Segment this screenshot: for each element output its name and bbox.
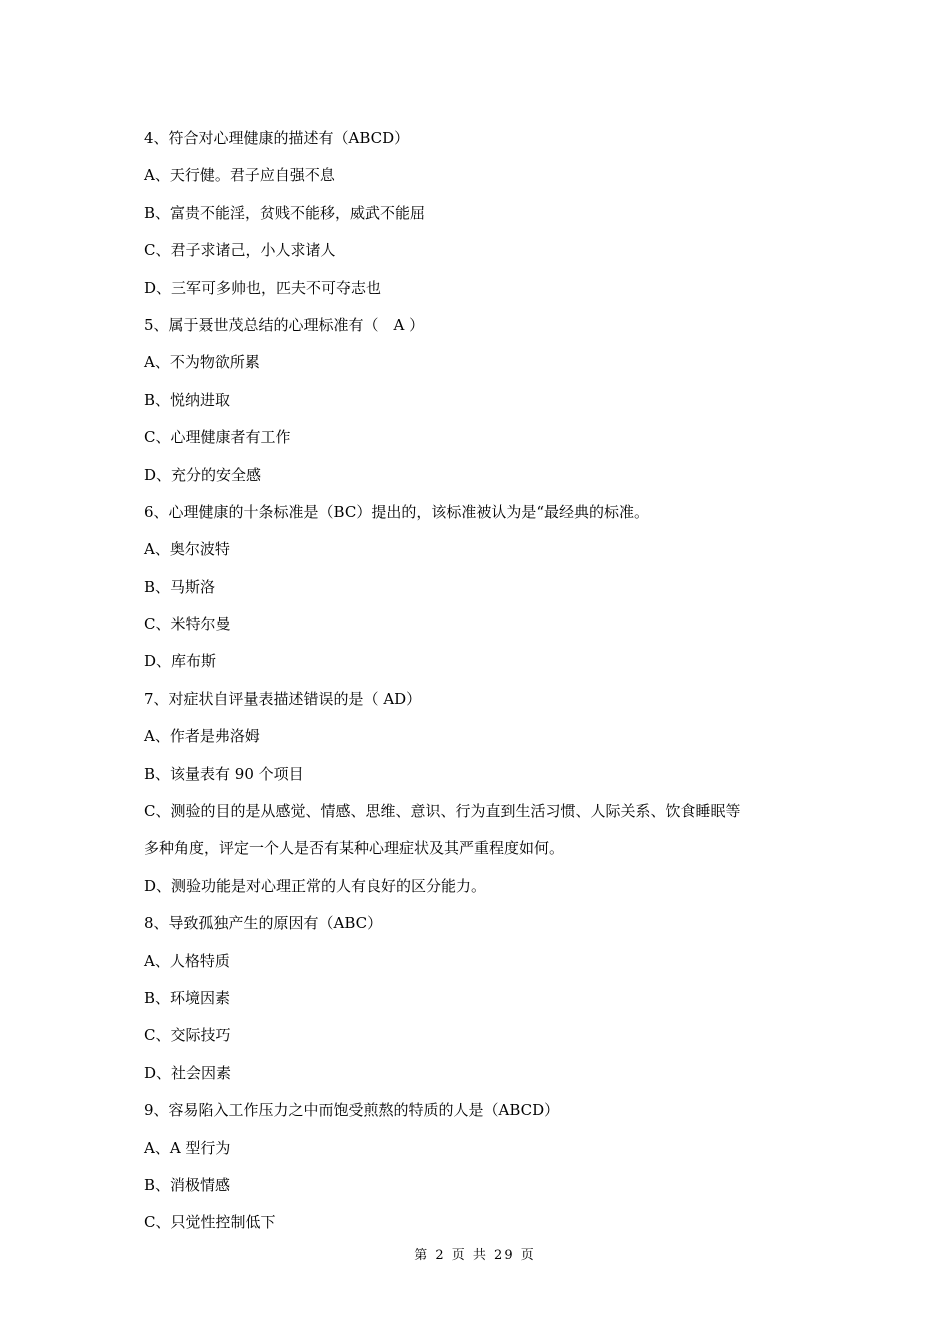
question-8-option-d: D、社会因素 bbox=[144, 1063, 232, 1082]
question-6-option-b: B、马斯洛 bbox=[144, 577, 216, 596]
question-8-option-b: B、环境因素 bbox=[144, 988, 231, 1007]
document-body bbox=[144, 120, 824, 1242]
question-5-option-c: C、心理健康者有工作 bbox=[144, 428, 291, 447]
question-4-option-b: B、富贵不能淫，贫贱不能移，威武不能屈 bbox=[144, 203, 426, 222]
question-7-option-a: A、作者是弗洛姆 bbox=[144, 727, 260, 746]
question-6-option-a: A、奥尔波特 bbox=[144, 540, 230, 559]
question-8-title: 8、导致孤独产生的原因有（ABC） bbox=[144, 914, 383, 933]
question-9-title: 9、容易陷入工作压力之中而饱受煎熬的特质的人是（ABCD） bbox=[144, 1101, 560, 1120]
page-footer: 第 2 页 共 29 页 bbox=[414, 1248, 536, 1263]
question-4-title: 4、符合对心理健康的描述有（ABCD） bbox=[144, 129, 410, 147]
question-8-option-c: C、交际技巧 bbox=[144, 1026, 231, 1045]
question-6-option-d: D、库布斯 bbox=[144, 652, 217, 671]
question-5-option-b: B、悦纳进取 bbox=[144, 390, 231, 409]
question-9-option-c: C、只觉性控制低下 bbox=[144, 1213, 276, 1232]
question-4-option-a: A、天行健。君子应自强不息 bbox=[144, 166, 335, 185]
question-5-option-d: D、充分的安全感 bbox=[144, 465, 262, 484]
question-9-option-a: A、A 型行为 bbox=[144, 1138, 231, 1157]
question-6-title: 6、心理健康的十条标准是（BC）提出的，该标准被认为是“最经典的标准。 bbox=[144, 502, 649, 521]
question-4-option-d: D、三军可多帅也，匹夫不可夺志也 bbox=[144, 278, 382, 297]
question-8-option-a: A、人格特质 bbox=[144, 951, 230, 970]
question-7-option-b: B、该量表有 90 个项目 bbox=[144, 764, 304, 783]
question-9-option-b: B、消极情感 bbox=[144, 1175, 231, 1194]
question-7-option-d: D、测验功能是对心理正常的人有良好的区分能力。 bbox=[144, 876, 487, 895]
question-5-option-a: A、不为物欲所累 bbox=[144, 353, 260, 372]
question-5-title: 5、属于聂世茂总结的心理标准有（ A ） bbox=[144, 315, 425, 334]
question-7-option-c: C、测验的目的是从感觉、情感、思维、意识、行为直到生活习惯、人际关系、饮食睡眠等 bbox=[144, 802, 741, 821]
question-7-option-c-continued: 多种角度，评定一个人是否有某种心理症状及其严重程度如何。 bbox=[144, 839, 565, 858]
question-4-option-c: C、君子求诸己，小人求诸人 bbox=[144, 241, 336, 260]
question-6-option-c: C、米特尔曼 bbox=[144, 615, 231, 634]
question-7-title: 7、对症状自评量表描述错误的是（ AD） bbox=[144, 689, 422, 708]
